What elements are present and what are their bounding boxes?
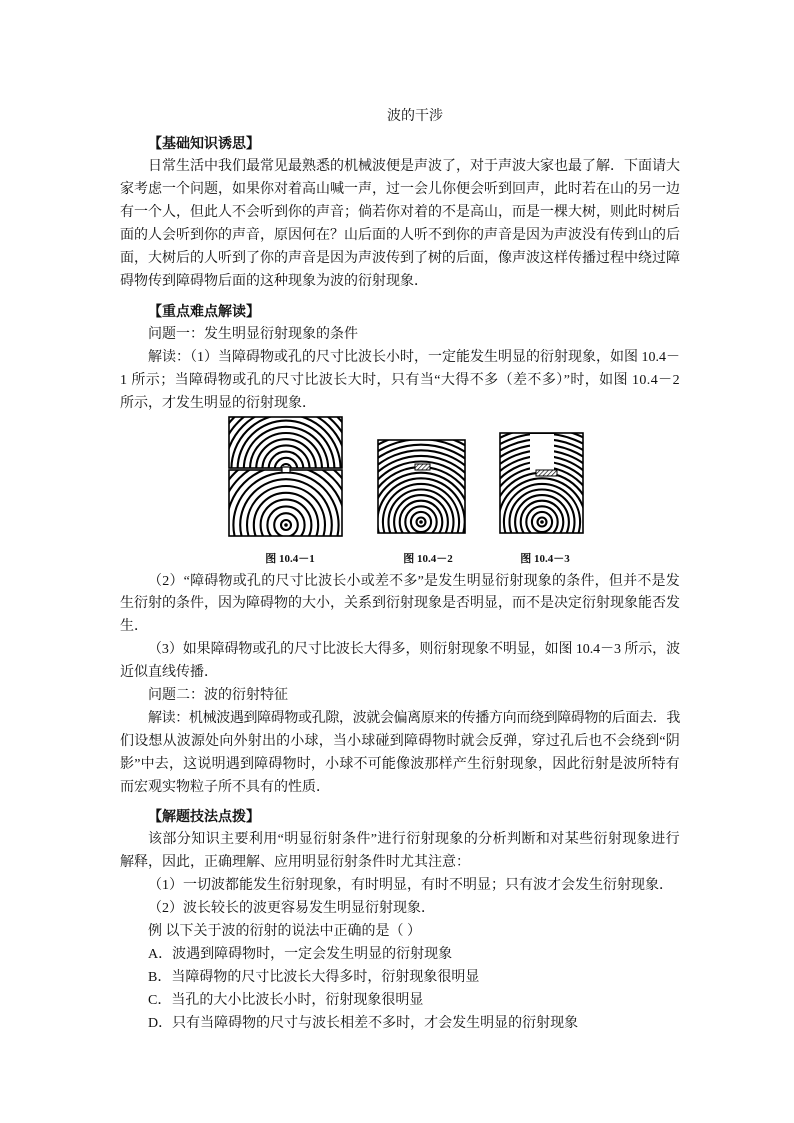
paragraph-line: 解读：机械波遇到障碍物或孔隙，波就会偏离原来的传播方向而绕到障碍物的后面去．我 (148, 710, 680, 726)
wavefront-circle (338, 439, 504, 570)
paragraph-line: 生衍射的条件，因为障碍物的大小，关系到衍射现象是否明显，而不是决定衍射现象能否发 (120, 596, 680, 612)
paragraph-line: 面，大树后的人听到了你的声音是因为声波传到了树的后面，像声波这样传播过程中绕过障 (120, 250, 680, 266)
figure-10-4-3 (420, 410, 600, 570)
key-points-section (120, 302, 680, 416)
paragraph-line: 碍物传到障碍物后面的这种现象为波的衍射现象． (120, 273, 428, 289)
list-item: （2）波长较长的波更容易发生明显衍射现象． (148, 901, 435, 917)
frame (378, 440, 465, 533)
paragraph-line: （2）“障碍物或孔的尺寸比波长小或差不多”是发生明显衍射现象的条件，但并不是发 (148, 573, 680, 589)
question-1-title: 问题一：发生明显衍射现象的条件 (148, 327, 358, 343)
example-options (120, 944, 680, 1036)
key-points-continued (120, 571, 680, 800)
wave-source-dot (540, 520, 544, 524)
paragraph-line: 面的人会听到你的声音，原因何在？山后面的人听不到你的声音是因为声波没有传到山的后 (120, 228, 680, 244)
paragraph-line: 生． (120, 619, 148, 635)
large-obstacle (536, 470, 557, 476)
paragraph-line: 该部分知识主要利用“明显衍射条件”进行衍射现象的分析判断和对某些衍射现象进行 (148, 832, 680, 848)
wavefront-circle (431, 411, 600, 570)
question-2-title: 问题二：波的衍射特征 (148, 687, 288, 703)
basics-paragraph (120, 156, 680, 293)
section-heading-key-points: 【重点难点解读】 (148, 304, 260, 320)
list-item: A．波遇到障碍物时，一定会发生明显的衍射现象 (148, 946, 453, 962)
paragraph-line: 影”中去，这说明遇到障碍物时，小球不可能像波那样产生衍射现象，因此衍射是波所特有 (120, 756, 680, 772)
wavefront-circle (220, 438, 373, 570)
paragraph-line: 所示，才发生明显的衍射现象． (120, 396, 316, 412)
figure-caption: 图 10.4－1 (265, 553, 315, 565)
question-2-explanation (120, 708, 680, 800)
wave-source-dot (419, 520, 423, 524)
question-1-explanation (120, 347, 680, 416)
tips-notes (120, 875, 680, 921)
wavefront-circle (448, 428, 600, 570)
wave-source-dot (284, 523, 288, 527)
question-1-point-2 (120, 571, 680, 640)
shadow-region (530, 434, 554, 471)
paragraph-line: （3）如果障碍物或孔的尺寸比波长大得多，则衍射现象不明显，如图 10.4－3 所示，波 (148, 642, 680, 658)
wavefront-circle (220, 432, 379, 570)
paragraph-line: 家考虑一个问题，如果你对着高山喊一声，过一会儿你便会听到回声，此时若在山的另一边 (120, 182, 680, 198)
list-item: B．当障碍物的尺寸比波长大得多时，衍射现象很明显 (148, 969, 480, 985)
example-stem: 例 以下关于波的衍射的说法中正确的是（ ） (148, 923, 421, 939)
tips-intro (120, 829, 680, 875)
small-obstacle (415, 464, 430, 470)
list-item: D．只有当障碍物的尺寸与波长相差不多时，才会发生明显的衍射现象 (148, 1015, 579, 1031)
list-item: （1）一切波都能发生衍射现象，有时明显，有时不明显；只有波才会发生衍射现象． (148, 878, 673, 894)
basics-section (120, 134, 680, 294)
wavefront-circle (344, 445, 499, 570)
paragraph-line: 近似直线传播． (120, 665, 218, 681)
section-heading-basics: 【基础知识诱思】 (148, 136, 260, 152)
figure-caption: 图 10.4－2 (403, 553, 453, 565)
paragraph-line: 1 所示；当障碍物或孔的尺寸比波长大时，只有当“大得不多（差不多）”时，如图 10.4－2 (120, 373, 680, 389)
paragraph-line: 解释，因此，正确理解、应用明显衍射条件时尤其注意： (120, 855, 470, 871)
section-heading-tips: 【解题技法点拨】 (148, 809, 260, 825)
paragraph-line: 日常生活中我们最常见最熟悉的机械波便是声波了，对于声波大家也最了解．下面请大 (148, 159, 680, 175)
page-title: 波的干涉 (387, 109, 443, 124)
paragraph-line: 们设想从波源处向外射出的小球，当小球碰到障碍物时就会反弹，穿过孔后也不会绕到“阴 (120, 733, 680, 749)
wavefronts (420, 410, 600, 570)
question-1-point-3 (120, 639, 680, 685)
list-item: C．当孔的大小比波长小时，衍射现象很明显 (148, 992, 424, 1008)
diffraction-figures (220, 410, 600, 570)
paragraph-line: 解读：（1）当障碍物或孔的尺寸比波长小时，一定能发生明显的衍射现象，如图 10.4－ (148, 350, 680, 366)
source-wavefronts (220, 432, 379, 570)
figure-caption: 图 10.4－3 (520, 553, 570, 565)
figure-10-4-1 (220, 410, 379, 570)
tips-section (120, 807, 680, 1036)
wavefront-circle (327, 428, 515, 570)
paragraph-line: 有一个人，但此人不会听到你的声音；倘若你对着的不是高山，而是一棵大树，则此时树后 (120, 205, 680, 221)
paragraph-line: 而宏观实物粒子所不具有的性质． (120, 779, 330, 795)
